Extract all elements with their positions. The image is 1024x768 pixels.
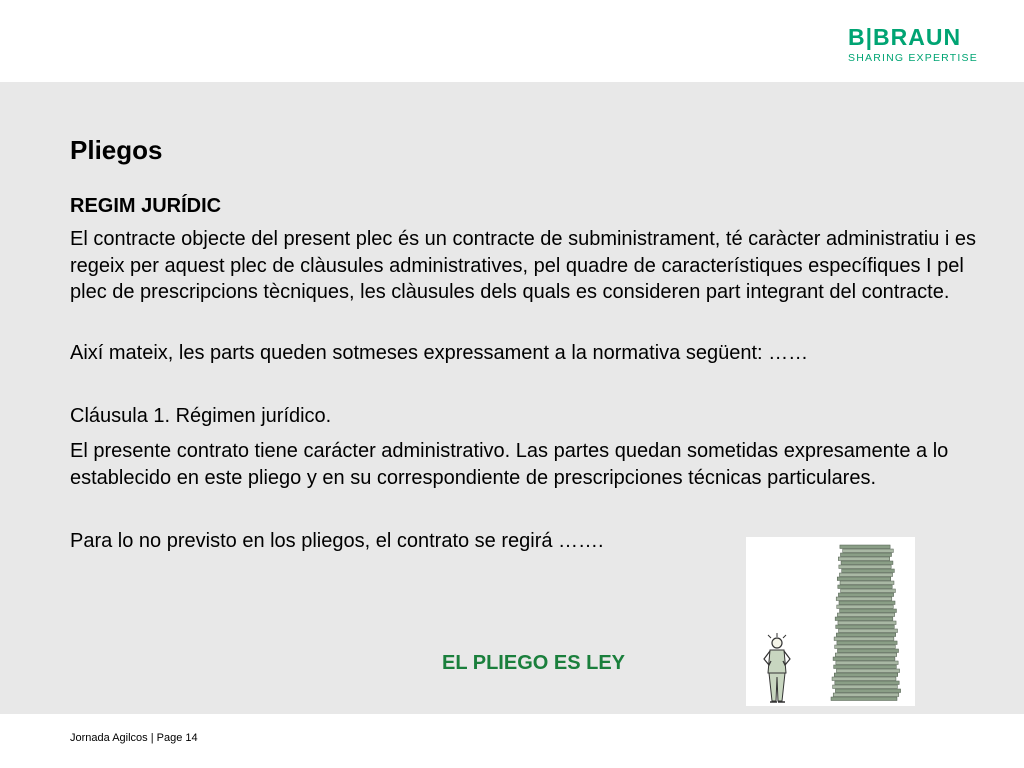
slide-tagline: EL PLIEGO ES LEY	[442, 652, 626, 674]
header-band	[0, 0, 1024, 82]
logo-tagline-text: SHARING EXPERTISE	[848, 52, 978, 64]
paper-stack-with-person-icon	[746, 537, 915, 706]
paragraph-catalan-2: Així mateix, les parts queden sotmeses expressament a la normativa següent: ……	[70, 342, 809, 364]
paper-stack-icon	[831, 545, 901, 701]
slide-subheading: REGIM JURÍDIC	[70, 195, 222, 217]
logo-brand-text: B|BRAUN	[848, 24, 962, 50]
paragraph-catalan-1: El contracte objecte del present plec és un contracte de subministrament, té caràcter administratiu i es regeix per aquest plec de clàusules administratives, pel quadre de característiques específiques I pel plec de prescripcions tècniques, les clàusules dels quals es consideren part integrant del contracte.	[70, 228, 977, 303]
paragraph-spanish-1: El presente contrato tiene carácter administrativo. Las partes quedan sometidas expresamente a lo establecido en este pliego y en su correspondiente de prescripciones técnicas particulares.	[70, 440, 949, 489]
bbraun-logo	[848, 24, 998, 68]
paragraph-clause-heading: Cláusula 1. Régimen jurídico.	[70, 405, 332, 427]
footer-page-info: Jornada Agilcos | Page 14	[70, 732, 198, 744]
paragraph-spanish-2: Para lo no previsto en los pliegos, el contrato se regirá …….	[70, 530, 604, 552]
person-figure-icon	[764, 633, 790, 702]
slide-title: Pliegos	[70, 135, 163, 165]
